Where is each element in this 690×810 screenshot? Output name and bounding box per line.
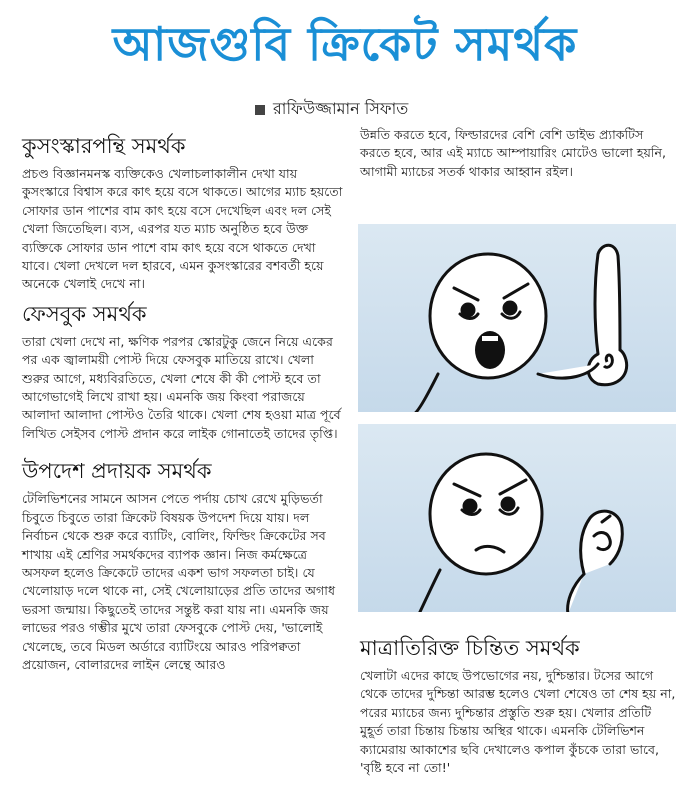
section-worried	[360, 628, 676, 777]
section-body: তারা খেলা দেখে না, ক্ষণিক পরপর স্কোরটুকু জেনে নিয়ে একের পর এক জ্বালাময়ী পোস্ট দিয়ে ফেসবুক মাতিয়ে রাখে। খেলা শুরুর আগে, মধ্যবিরতিতে, খেলা শেষে কী কী পোস্ট হবে তা আগেভাগেই লিখে রাখা হয়। এমনকি জয় কিংবা পরাজয়ে আলাদা আলাদা পোস্টও তৈরি থাকে। খেলা শেষ হওয়া মাত্র পূর্বে লিখিত সেইসব পোস্ট প্রদান করে লাইক গোনাতেই তাদের তৃপ্তি।	[22, 333, 341, 441]
section-heading: ফেসবুক সমর্থক	[22, 301, 147, 326]
comic-panel-thinking	[358, 424, 676, 612]
section-heading: উপদেশ প্রদায়ক সমর্থক	[22, 459, 212, 484]
comic-panel-angry	[358, 224, 676, 412]
section-heading: কুসংস্কারপন্থি সমর্থক	[22, 134, 186, 158]
right-column-continued	[360, 126, 676, 181]
section-body: খেলাটা এদের কাছে উপভোগের নয়, দুশ্চিন্তার। টসের আগে থেকে তাদের দুশ্চিন্তা আরম্ভ হলেও খেলা শেষেও তা শেষ হয় না, পরের ম্যাচের জন্য দুশ্চিন্তার প্রস্তুতি শুরু হয়। খেলার প্রতিটি মুহূর্ত তারা চিন্তায় চিন্তায় অস্থির থাকে। এমনকি টেলিভিশন ক্যামেরায় আকাশের ছবি দেখালেও কপাল কুঁচকে তারা ভাবে, 'বৃষ্টি হবে না তো!'	[360, 668, 676, 776]
angry-meme-face-icon	[358, 224, 676, 412]
section-body: প্রচণ্ড বিজ্ঞানমনস্ক ব্যক্তিকেও খেলাচলাকালীন দেখা যায় কুসংস্কারে বিশ্বাস করে কাৎ হয়ে বসে থাকতে। আগের ম্যাচ হয়তো সোফার ডান পাশের বাম কাৎ হয়ে বসে দেখেছিল এবং দল সেই খেলা জিতেছিল। ব্যস, এরপর যত ম্যাচ অনুষ্ঠিত হবে উক্ত ব্যক্তিকে সোফার ডান পাশে বাম কাৎ হয়ে বসে থাকতে দেখা যাবে। খেলা দেখলে দল হারবে, এমন কুসংস্কারের বশবর্তী হয়ে অনেকে খেলাই দেখে না।	[22, 166, 343, 292]
bullet-square-icon	[255, 105, 265, 115]
thinking-meme-face-icon	[358, 424, 676, 612]
continued-text: উন্নতি করতে হবে, ফিল্ডারদের বেশি বেশি ডাইভ প্র্যাকটিস করতে হবে, আর এই ম্যাচে আম্পায়ারিং মোটেও ভালো হয়নি, আগামী ম্যাচের সতর্ক থাকার আহ্বান রইল।	[360, 127, 667, 179]
byline	[255, 96, 408, 123]
section-facebook	[22, 300, 344, 443]
comic-illustration	[358, 218, 676, 612]
article-title: আজগুবি ক্রিকেট সমর্থক	[112, 17, 578, 71]
author-name: রাফিউজ্জামান সিফাত	[273, 99, 409, 118]
section-heading: মাত্রাতিরিক্ত চিন্তিত সমর্থক	[360, 636, 580, 660]
section-body: টেলিভিশনের সামনে আসন পেতে পর্দায় চোখ রেখে মুড়িভর্তা চিবুতে চিবুতে তারা ক্রিকেট বিষয়ক উপদেশ দিয়ে যায়। দল নির্বাচন থেকে শুরু করে ব্যাটিং, বোলিং, ফিল্ডিং ক্রিকেটের সব শাখায় এই শ্রেণির সমর্থকদের ব্যাপক জ্ঞান। নিজ কর্মক্ষেত্রে অসফল হলেও ক্রিকেটে তাদের একশ ভাগ সফলতা চাই। যে খেলোয়াড় দলে থাকে না, সেই খেলোয়াড়ের প্রতি তাদের অগাধ ভরসা জন্মায়। কিছুতেই তাদের সন্তুষ্ট করা যায় না। এমনকি জয় লাভের পরও গম্ভীর মুখে তারা ফেসবুকে পোস্ট দেয়, 'ভালোই খেলেছে, তবে মিডল অর্ডারে ব্যাটিংয়ে আরও পরিপক্বতা প্রয়োজন, বোলারদের লাইন লেন্থে আরও	[22, 491, 336, 672]
left-column	[22, 126, 344, 680]
section-advice	[22, 457, 344, 674]
section-superstitious	[22, 132, 344, 294]
